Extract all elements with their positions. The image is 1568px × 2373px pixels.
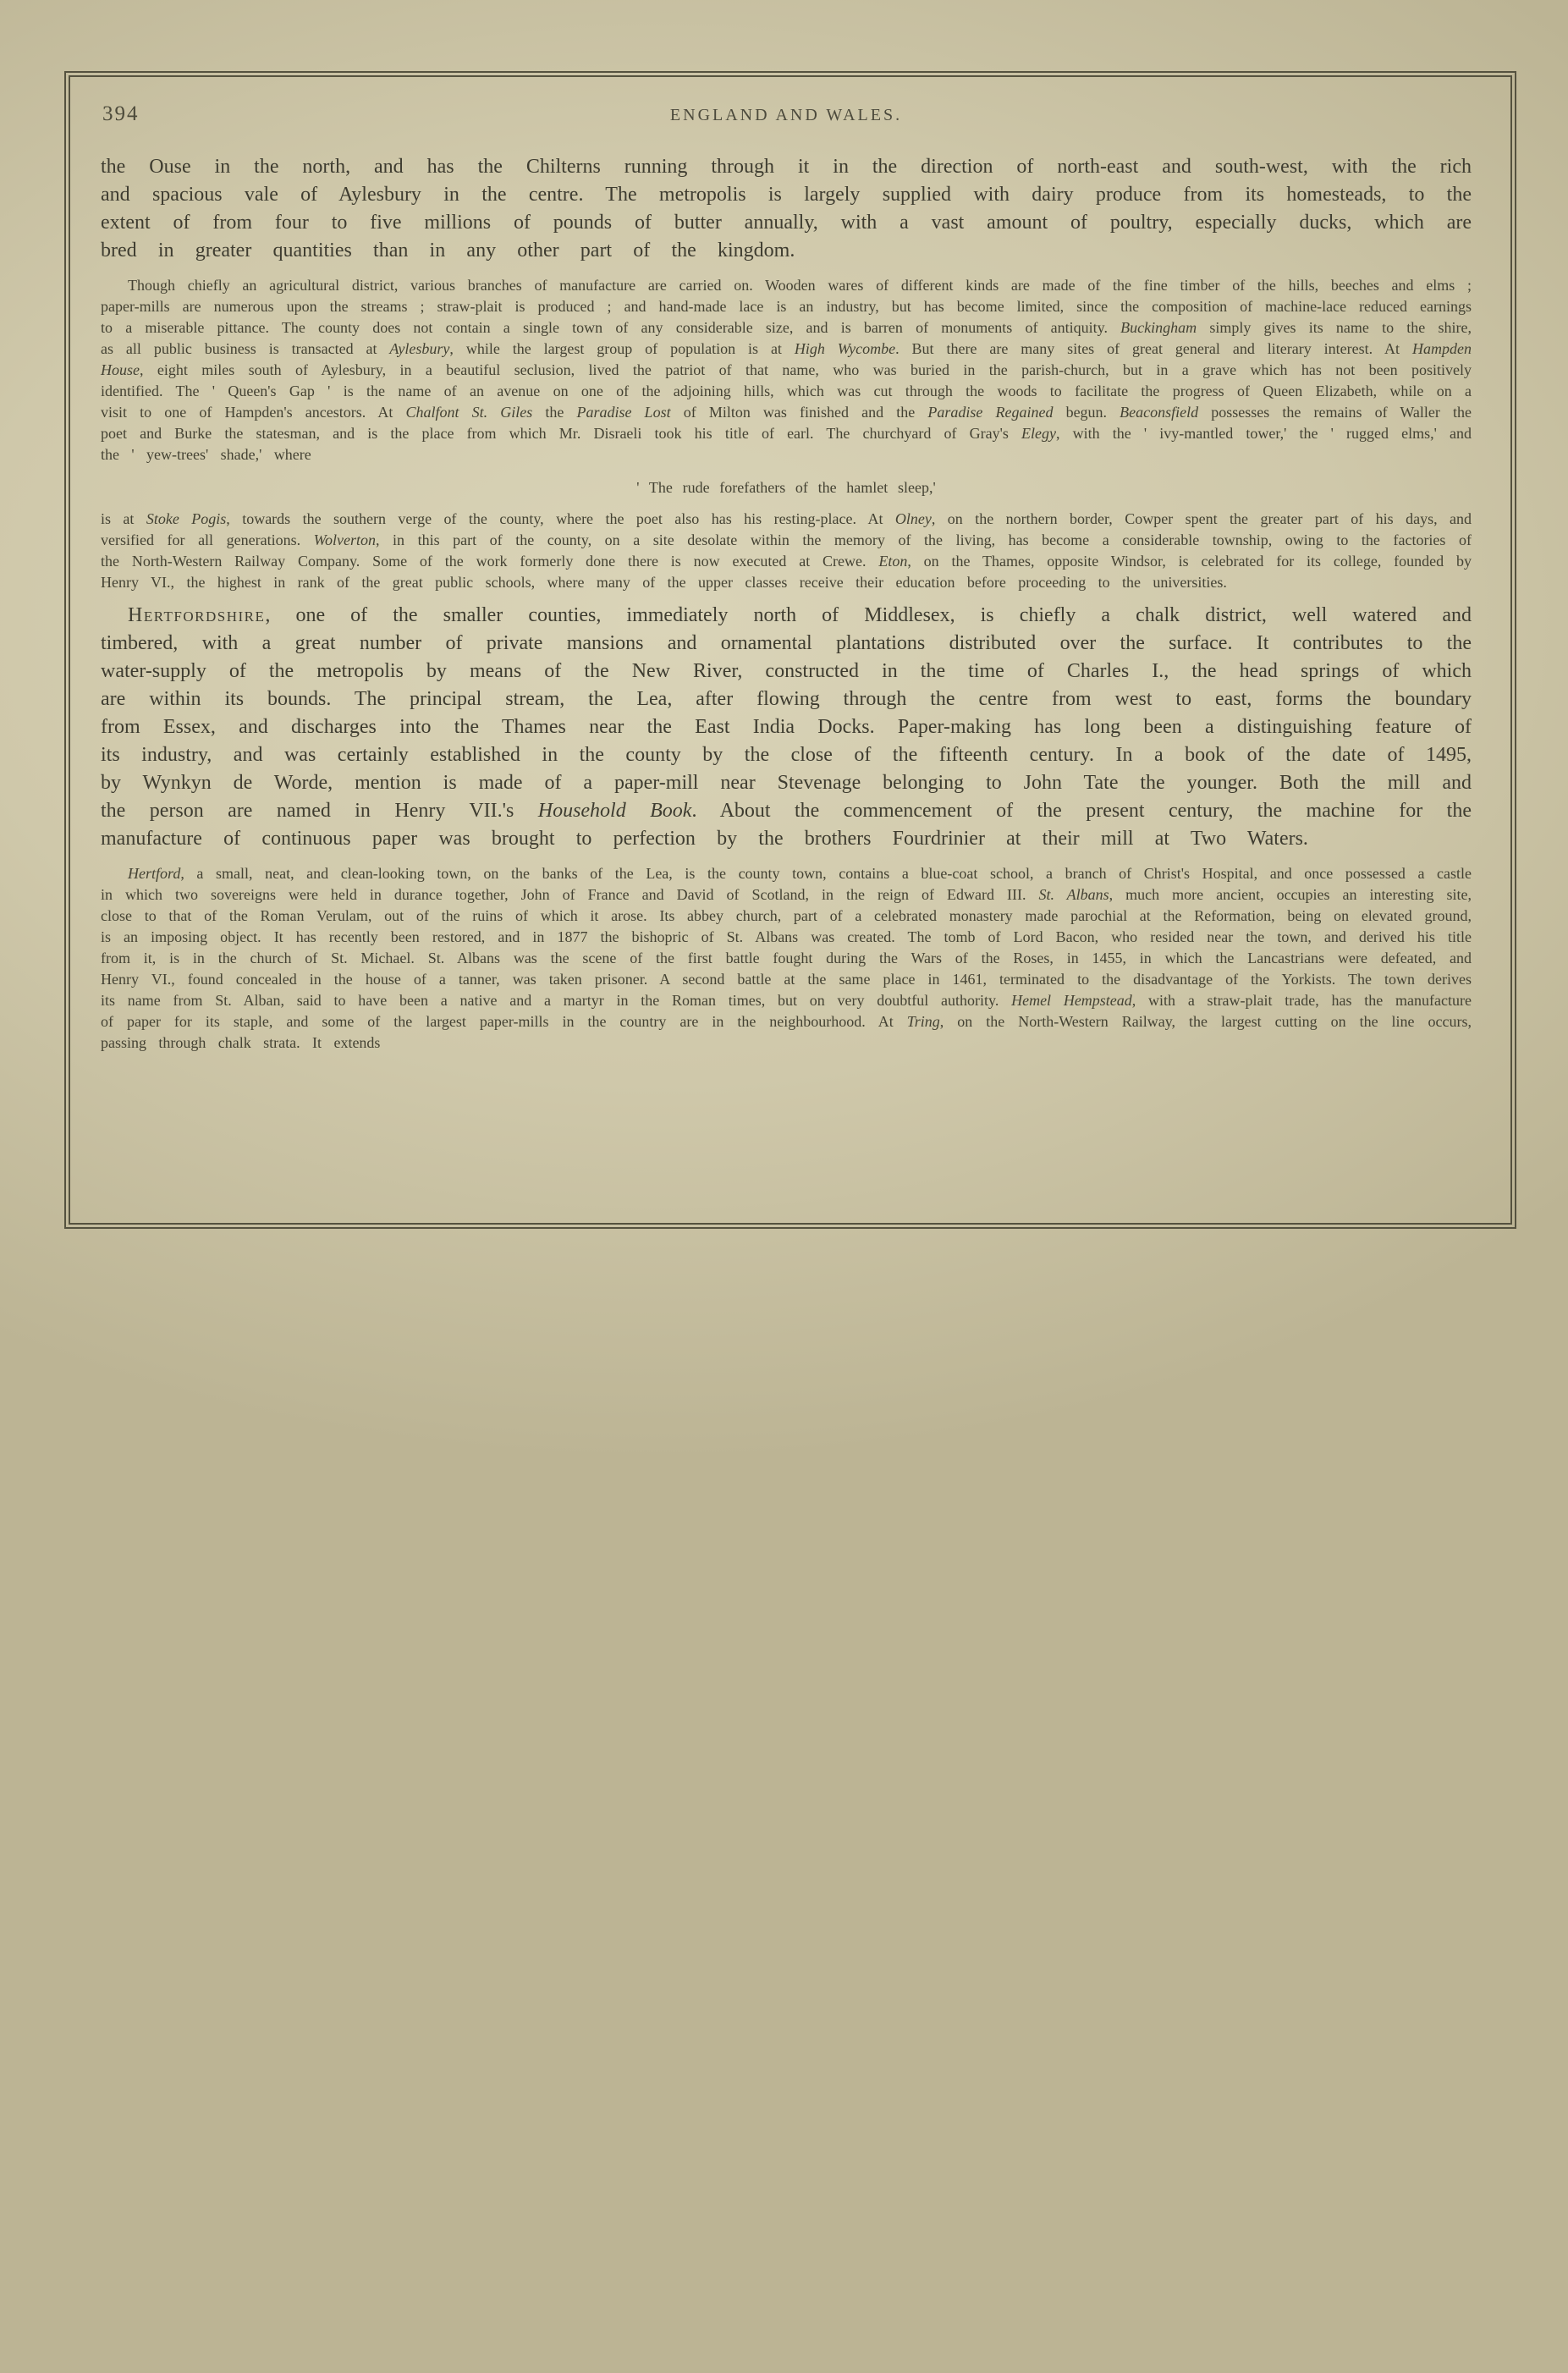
paragraph-ouse: the Ouse in the north, and has the Chilterns running through it in the direction of north-east and south-west, with the rich and spacious vale of Aylesbury in the centre. The metropolis is largely supplied with dairy produce from its homesteads, to the extent of from four to five millions of pounds of butter annually, with a vast amount of poultry, especially ducks, which are bred in greater quantities than in any other part of the kingdom.	[101, 156, 1472, 262]
page-header	[101, 97, 1472, 135]
paragraph-hertfordshire: Hertfordshire, one of the smaller counties, immediately north of Middlesex, is chiefly a chalk district, well watered and timbered, with a great number of private mansions and ornamental plantations distributed over the surface. It contributes to the water-supply of the metropolis by means of the New River, constructed in the time of Charles I., the head springs of which are within its bounds. The principal stream, the Lea, after flowing through the centre from west to east, forms the boundary from Essex, and discharges into the Thames near the East India Docks. Paper-making has long been a distinguishing feature of its industry, and was certainly established in the county by the close of the fifteenth century. In a book of the date of 1495, by Wynkyn de Worde, mention is made of a paper-mill near Stevenage belonging to John Tate the younger. Both the mill and the person are named in Henry VII.'s Household Book. About the commencement of the present century, the machine for the manufacture of continuous paper was brought to perfection by the brothers Fourdrinier at their mill at Two Waters.	[101, 604, 1472, 850]
page-frame	[64, 71, 1516, 1229]
paragraph-buckingham-detail: Though chiefly an agricultural district, various branches of manufacture are carried on. Wooden wares of different kinds are made of the fine timber of the hills, beeches and elms ; paper-mills are numerous upon the streams ; straw-plait is produced ; and hand-made lace is an industry, but has become limited, since the composition of machine-lace reduced earnings to a miserable pittance. The county does not contain a single town of any considerable size, and is barren of monuments of antiquity. Buckingham simply gives its name to the shire, as all public business is transacted at Aylesbury, while the largest group of population is at High Wycombe. But there are many sites of great general and literary interest. At Hampden House, eight miles south of Aylesbury, in a beautiful seclusion, lived the patriot of that name, who was buried in the parish-church, but in a grave which has not been positively identified. The ' Queen's Gap ' is the name of an avenue on one of the adjoining hills, which was cut through the woods to facilitate the progress of Queen Elizabeth, while on a visit to one of Hampden's ancestors. At Chalfont St. Giles the Paradise Lost of Milton was finished and the Paradise Regained begun. Beaconsfield possesses the remains of Waller the poet and Burke the statesman, and is the place from which Mr. Disraeli took his title of earl. The churchyard of Gray's Elegy, with the ' ivy-mantled tower,' the ' rugged elms,' and the ' yew-trees' shade,' where	[101, 277, 1472, 463]
verse-quote: ' The rude forefathers of the hamlet sleep,'	[636, 479, 936, 496]
page-number: 394	[102, 102, 140, 125]
paragraph-hertford-detail: Hertford, a small, neat, and clean-looking town, on the banks of the Lea, is the county town, contains a blue-coat school, a branch of Christ's Hospital, and once possessed a castle in which two sovereigns were held in durance together, John of France and David of Scotland, in the reign of Edward III. St. Albans, much more ancient, occupies an interesting site, close to that of the Roman Verulam, out of the ruins of which it arose. Its abbey church, part of a celebrated monastery made parochial at the Reformation, being on elevated ground, is an imposing object. It has recently been restored, and in 1877 the bishopric of St. Albans was created. The tomb of Lord Bacon, who resided near the town, and derived his title from it, is in the church of St. Michael. St. Albans was the scene of the first battle fought during the Wars of the Roses, in 1455, in which the Lancastrians were defeated, and Henry VI., found concealed in the house of a tanner, was taken prisoner. A second battle at the same place in 1461, terminated to the disadvantage of the Yorkists. The town derives its name from St. Alban, said to have been a native and a martyr in the Roman times, but on very doubtful authority. Hemel Hempstead, with a straw-plait trade, has the manufacture of paper for its staple, and some of the largest paper-mills in the country are in the neighbourhood. At Tring, on the North-Western Railway, the largest cutting on the line occurs, passing through chalk strata. It extends	[101, 865, 1472, 1051]
paragraph-stoke-pogis: is at Stoke Pogis, towards the southern verge of the county, where the poet also has his resting-place. At Olney, on the northern border, Cowper spent the greater part of his days, and versified for all generations. Wolverton, in this part of the county, on a site desolate within the memory of the living, has become a considerable township, owing to the factories of the North-Western Railway Company. Some of the work formerly done there is now executed at Crewe. Eton, on the Thames, opposite Windsor, is celebrated for its college, founded by Henry VI., the highest in rank of the great public schools, where many of the upper classes receive their education before proceeding to the universities.	[101, 510, 1472, 591]
page-title: ENGLAND AND WALES.	[669, 106, 903, 124]
